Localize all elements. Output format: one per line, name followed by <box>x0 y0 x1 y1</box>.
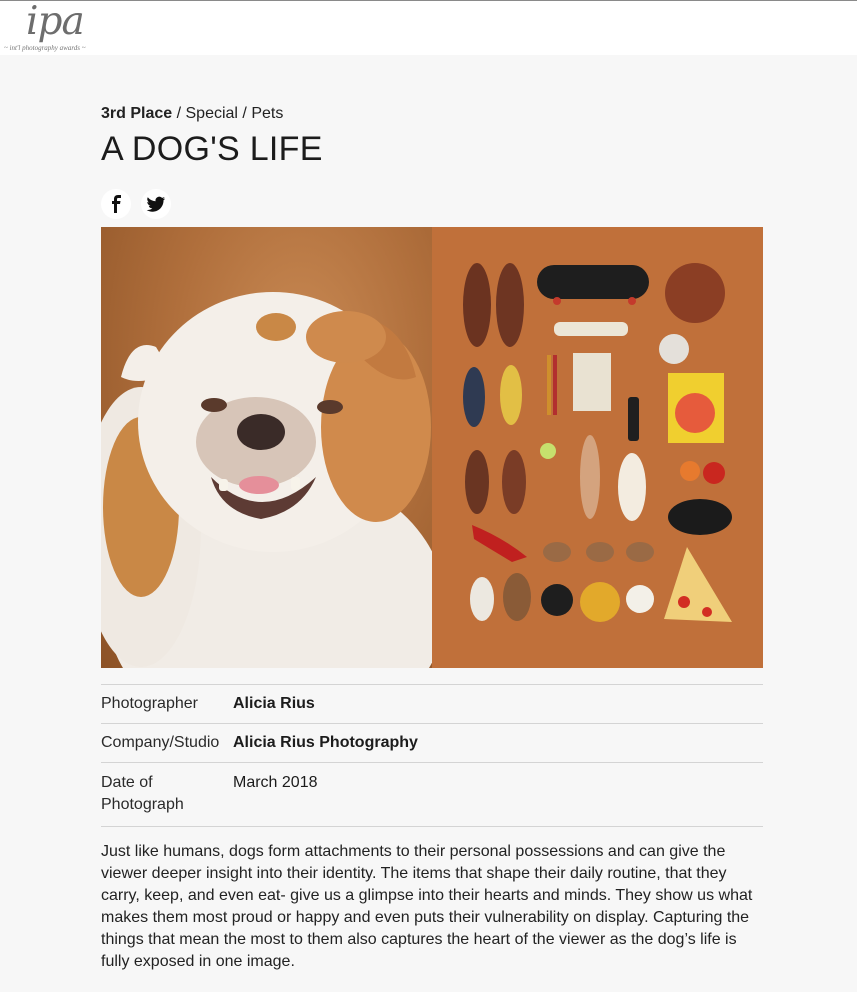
social-share <box>101 189 171 219</box>
possessions-illustration <box>432 227 763 668</box>
breadcrumb-category: Special <box>185 105 238 122</box>
facebook-share-button[interactable] <box>101 189 131 219</box>
logo-tagline: ~ int'l photography awards ~ <box>4 44 86 52</box>
bulldog-portrait <box>101 227 432 668</box>
detail-label: Photographer <box>101 695 198 712</box>
top-bar <box>0 0 857 55</box>
entry-details-table <box>101 684 763 827</box>
photographer-name: Alicia Rius <box>233 695 315 712</box>
breadcrumb-subcategory: Pets <box>251 105 284 122</box>
entry-title: A DOG'S LIFE <box>101 130 323 168</box>
breadcrumb-separator: / <box>172 105 186 122</box>
photo-date: March 2018 <box>233 774 318 791</box>
company-name: Alicia Rius Photography <box>233 734 418 751</box>
detail-row-company <box>101 723 763 762</box>
facebook-icon <box>109 195 123 213</box>
twitter-share-button[interactable] <box>141 189 171 219</box>
twitter-icon <box>146 196 166 212</box>
entry-photo[interactable] <box>101 227 763 668</box>
logo-mark: ipa <box>26 0 84 44</box>
detail-row-date <box>101 762 763 827</box>
dog-possessions-flatlay <box>432 227 763 668</box>
ipa-logo[interactable] <box>4 1 104 55</box>
detail-label: Date of Photograph <box>101 774 184 813</box>
entry-content <box>101 103 763 970</box>
detail-label: Company/Studio <box>101 734 220 751</box>
entry-description: Just like humans, dogs form attachments to their personal possessions and can give the viewer deeper insight into their identity. The items that shape their daily routine, that they carry, keep, and even eat- give us a glimpse into their hearts and minds. They show us what makes them most proud or happy and even puts their vulnerability on display. Capturing the things that mean the most to them also captures the heart of the viewer as the dog’s life is fully exposed in one image. <box>101 843 753 970</box>
breadcrumb <box>101 103 763 125</box>
breadcrumb-separator: / <box>237 105 252 122</box>
award-place: 3rd Place <box>101 105 173 122</box>
detail-row-photographer <box>101 684 763 723</box>
bulldog-illustration <box>101 227 432 668</box>
